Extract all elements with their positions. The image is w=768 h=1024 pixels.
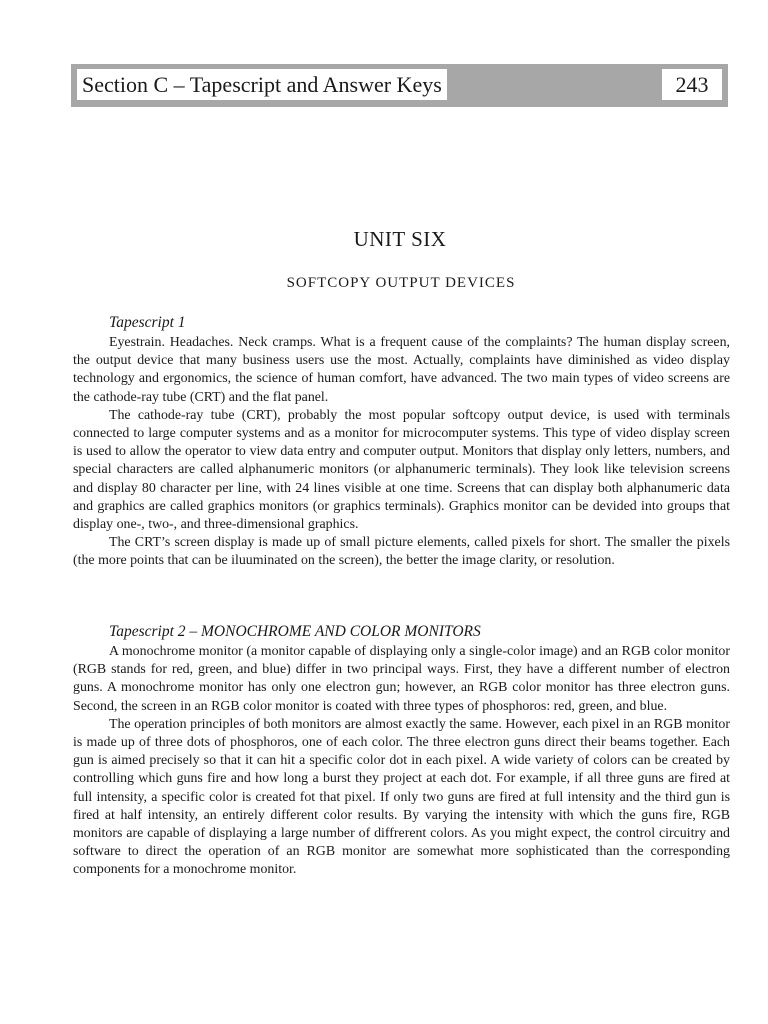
section-title: Section C – Tapescript and Answer Keys (77, 69, 447, 100)
tapescript-2-heading: Tapescript 2 – MONOCHROME AND COLOR MONITORS (109, 623, 481, 640)
paragraph: The operation principles of both monitors are almost exactly the same. However, each pixel in an RGB monitor is made up of three dots of phosphoros, one of each color. The three electron guns direct their beams together. Each gun is aimed precisely so that it can hit a specific color dot in each pixel. A wide variety of colors can be created by controlling which guns fire and how long a burst they project at each dot. For example, if all three guns are fired at full intensity, a specific color is created fot that pixel. If only two guns are fired at full intensity and the third gun is fired at half intensity, an entirely different color results. By varying the intensity with which the guns fire, RGB monitors are capable of displaying a large number of diffrerent colors. As you might expect, the control circuitry and software to direct the operation of an RGB monitor are somewhat more sophisticated than the corresponding components for a monochrome monitor. (73, 716, 730, 878)
tapescript-2-section (73, 622, 730, 880)
page-number: 243 (662, 69, 722, 100)
unit-title: UNIT SIX (353, 227, 447, 251)
tapescript-1-heading: Tapescript 1 (109, 314, 186, 331)
paragraph: The CRT’s screen display is made up of small picture elements, called pixels for short. The smaller the pixels (the more points that can be iluuminated on the screen), the better the image clarity, or resolution. (73, 535, 730, 569)
unit-subtitle: SOFTCOPY OUTPUT DEVICES (286, 275, 516, 291)
paragraph: Eyestrain. Headaches. Neck cramps. What is a frequent cause of the complaints? The human display screen, the output device that many business users use the most. Actually, complaints have diminished as video display technology and ergonomics, the science of human comfort, have advanced. The two main types of video screens are the cathode-ray tube (CRT) and the flat panel. (73, 335, 730, 405)
page-header (71, 64, 728, 107)
paragraph: A monochrome monitor (a monitor capable of displaying only a single-color image) and an RGB color monitor (RGB stands for red, green, and blue) differ in two principal ways. First, they have a different number of electron guns. A monochrome monitor has only one electron gun; however, an RGB color monitor has three electron guns. Second, the screen in an RGB color monitor is coated with three types of phosphoros: red, green, and blue. (73, 644, 730, 714)
tapescript-1-section (73, 313, 730, 571)
paragraph: The cathode-ray tube (CRT), probably the most popular softcopy output device, is used with terminals connected to large computer systems and as a monitor for microcomputer systems. This type of video display screen is used to allow the operator to view data entry and computer output. Monitors that display only letters, numbers, and special characters are called alphanumeric monitors (or alphanumeric terminals). They look like television screens and display 80 character per line, with 24 lines visible at one time. Screens that can display both alphanumeric data and graphics are called graphics monitors (or graphics terminals). Graphics monitor can be devided into groups that display one-, two-, and three-dimensional graphics. (73, 407, 730, 533)
